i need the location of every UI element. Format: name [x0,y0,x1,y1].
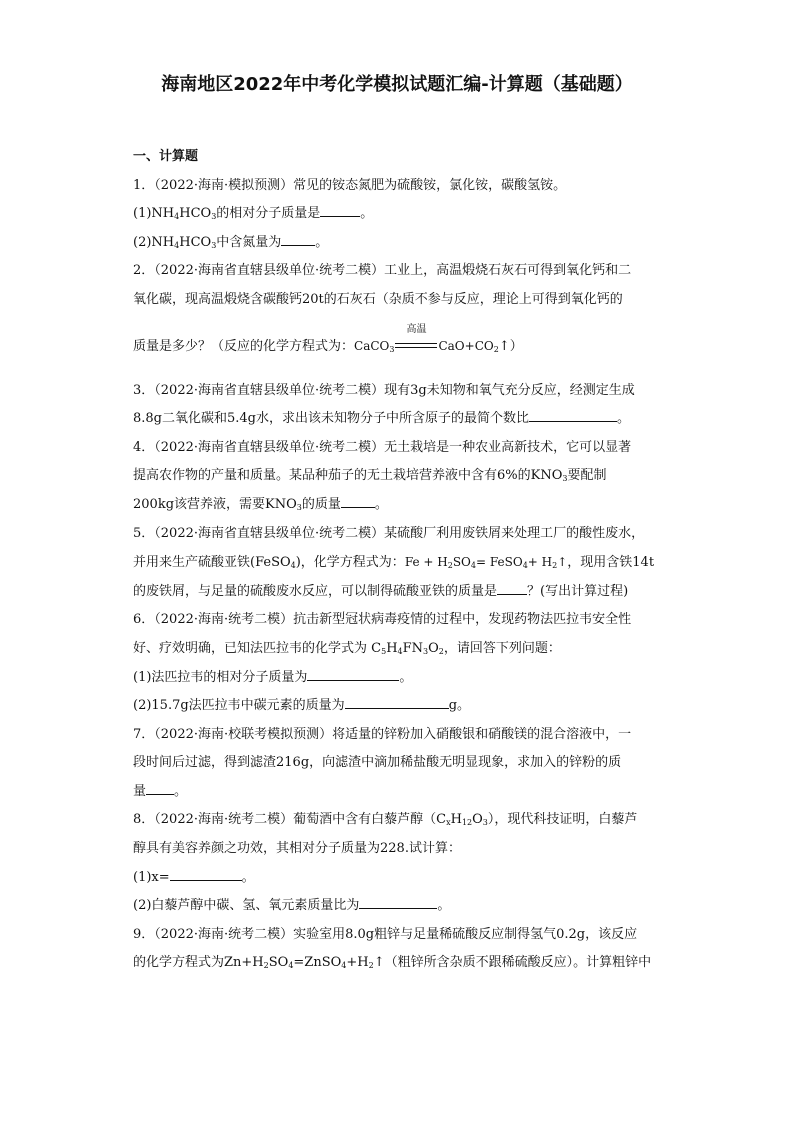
q8-line1: 8．（2022·海南·统考二模）葡萄酒中含有白藜芦醇$(C_xH_{12}O_3)$，现代科技证明，白藜芦 [133,812,638,828]
section-heading: 一、计算题 [133,149,199,164]
q4-line2: 提高农作物的产量和质量。某品种茄子的无土栽培营养液中含有6%的$KNO_3$要配制 [133,468,607,484]
q1-stem: 1．（2022·海南·模拟预测）常见的铵态氮肥为硫酸铵，氯化铵，碳酸氢铵。 [133,177,567,193]
answer-blank[interactable] [170,866,242,881]
q4-line3: 200kg该营养液，需要$KNO_3$的质量 。 [133,491,663,520]
question-list [133,143,663,978]
answer-blank[interactable] [497,580,527,595]
q5-line3: 的废铁屑，与足量的硫酸废水反应，可以制得硫酸亚铁的质量是 ？(写出计算过程) [133,578,663,607]
answer-blank[interactable] [320,202,360,217]
q2-line2: 氧化碳，现高温煅烧含碳酸钙20t的石灰石（杂质不参与反应，理论上可得到氧化钙的 [133,291,623,307]
reaction-condition: 高温 [406,324,427,336]
answer-blank[interactable] [341,493,375,508]
q1-part2: $(2)NH_4HCO_3$中含氮量为 。 [133,229,663,258]
q6-part1: (1)法匹拉韦的相对分子质量为 。 [133,664,663,693]
answer-blank[interactable] [281,231,315,246]
answer-blank[interactable] [146,780,174,795]
q7-line3: 量 。 [133,778,663,807]
q5-line2: 并用来生产硫酸亚铁(FeSO$_4$)，化学方程式为：$Fe + H_2SO_4=$ FeSO$_4$+ $H_2↑$，现用含铁14t [133,555,655,571]
q8-part2: (2)白藜芦醇中碳、氢、氧元素质量比为 。 [133,892,663,921]
q8-line2: 醇具有美容养颜之功效，其相对分子质量为228.试计算： [133,841,461,857]
q3-line2: 8.8g二氧化碳和5.4g水，求出该未知物分子中所含原子的最简个数比 。 [133,405,663,434]
q4-line1: 4．（2022·海南省直辖县级单位·统考二模）无土栽培是一种农业高新技术，它可以显著 [133,439,632,455]
q6-line1: 6．（2022·海南·统考二模）抗击新型冠状病毒疫情的过程中，发现药物法匹拉韦安全性 [133,612,632,628]
q1-part1: $(1)NH_4HCO_3$的相对分子质量是 。 [133,200,663,229]
reaction-condition-arrow [395,324,437,353]
q3-line1: 3．（2022·海南省直辖县级单位·统考二模）现有3g未知物和氧气充分反应，经测定生成 [133,382,635,398]
q6-part2: (2)15.7g法匹拉韦中碳元素的质量为 g。 [133,692,663,721]
q2-line3: 质量是多少？（反应的化学方程式为：CaCO$_3$ 高温 $CaO+CO_2↑$） [133,324,523,354]
q6-line2: 好、疗效明确，已知法匹拉韦的化学式为 $C_5H_4FN_3O_2$，请回答下列问题： [133,640,561,656]
answer-blank[interactable] [345,694,449,709]
q7-line1: 7．（2022·海南·校联考模拟预测）将适量的锌粉加入硝酸银和硝酸镁的混合溶液中，一 [133,726,632,742]
q9-line1: 9．（2022·海南·统考二模）实验室用8.0g粗锌与足量稀硫酸反应制得氢气0.2g，该反应 [133,926,638,942]
reaction-products: CaO+CO [438,338,494,353]
answer-blank[interactable] [359,894,437,909]
q2-line1: 2．（2022·海南省直辖县级单位·统考二模）工业上，高温煅烧石灰石可得到氧化钙和二 [133,263,632,279]
q8-part1: (1)x= 。 [133,864,663,893]
page-title: 海南地区2022年中考化学模拟试题汇编-计算题（基础题） [161,74,633,95]
q9-line2: 的化学方程式为$Zn+H_2SO_4=ZnSO_4+H_2↑$（粗锌所含杂质不跟稀硫酸反应）。计算粗锌中 [133,955,652,971]
reaction-reactant: CaCO [354,338,390,353]
q5-line1: 5．（2022·海南省直辖县级单位·统考二模）某硫酸厂利用废铁屑来处理工厂的酸性废水， [133,525,645,541]
answer-blank[interactable] [307,666,399,681]
q7-line2: 段时间后过滤，得到滤渣216g，向滤渣中滴加稀盐酸无明显现象，求加入的锌粉的质 [133,755,622,771]
q5-equation: $Fe + H_2SO_4=$ FeSO$_4$+ $H_2↑$ [404,555,568,571]
answer-blank[interactable] [529,407,617,422]
